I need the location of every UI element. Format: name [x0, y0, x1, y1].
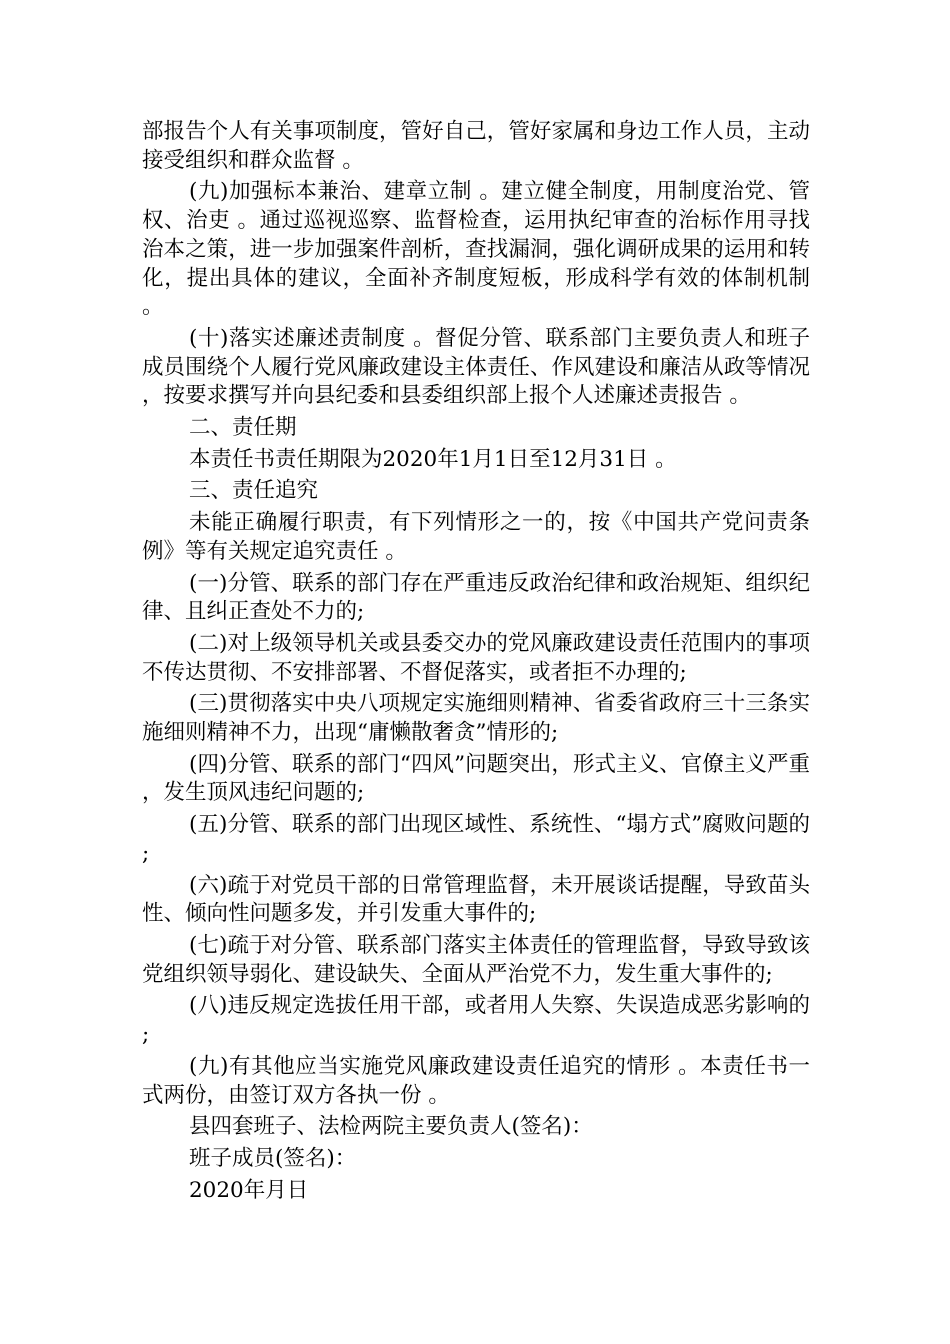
paragraph-item-9-standards: (九)加强标本兼治、建章立制 。建立健全制度，用制度治党、管权、治吏 。通过巡视巡察、监督检查，运用执纪审查的治标作用寻找治本之策，进一步加强案件剖析，查找漏洞，强化调研成果的运用和转化，提出具体的建议，全面补齐制度短板，形成科学有效的体制机制 。 [142, 179, 810, 320]
paragraph-accountability-intro: 未能正确履行职责，有下列情形之一的，按《中国共产党问责条例》等有关规定追究责任 。 [142, 510, 810, 564]
list-item-2: (二)对上级领导机关或县委交办的党风廉政建设责任范围内的事项不传达贯彻、不安排部署、不督促落实，或者拒不办理的; [142, 630, 810, 685]
list-item-1: (一)分管、联系的部门存在严重违反政治纪律和政治规矩、组织纪律、且纠正查处不力的; [142, 570, 810, 625]
paragraph-item-10-reporting: (十)落实述廉述责制度 。督促分管、联系部门主要负责人和班子成员围绕个人履行党风廉政建设主体责任、作风建设和廉洁从政等情况，按要求撰写并向县纪委和县委组织部上报个人述廉述责报告 。 [142, 325, 810, 409]
list-item-6: (六)疏于对党员干部的日常管理监督，未开展谈话提醒，导致苗头性、倾向性问题多发，并引发重大事件的; [142, 872, 810, 927]
date-line: 2020年月日 [189, 1177, 309, 1203]
signature-line-leaders: 县四套班子、法检两院主要负责人(签名)： [189, 1114, 593, 1140]
list-item-7: (七)疏于对分管、联系部门落实主体责任的管理监督，导致导致该党组织领导弱化、建设缺失、全面从严治党不力，发生重大事件的; [142, 932, 810, 987]
section-heading-accountability: 三、责任追究 [189, 478, 319, 504]
list-item-9: (九)有其他应当实施党风廉政建设责任追究的情形 。本责任书一式两份，由签订双方各执一份 。 [142, 1053, 810, 1108]
paragraph-continued-reporting: 部报告个人有关事项制度，管好自己，管好家属和身边工作人员，主动接受组织和群众监督 。 [142, 119, 810, 173]
document-body [142, 118, 810, 1208]
list-item-8: (八)违反规定选拔任用干部，或者用人失察、失误造成恶劣影响的; [142, 993, 810, 1048]
signature-line-members: 班子成员(签名)： [189, 1145, 357, 1171]
list-item-3: (三)贯彻落实中央八项规定实施细则精神、省委省政府三十三条实施细则精神不力，出现“庸懒散奢贪”情形的; [142, 691, 810, 746]
list-item-4: (四)分管、联系的部门“四风”问题突出，形式主义、官僚主义严重，发生顶风违纪问题的; [142, 751, 810, 806]
section-heading-term: 二、责任期 [189, 415, 297, 441]
list-item-5: (五)分管、联系的部门出现区域性、系统性、“塌方式”腐败问题的; [142, 812, 810, 866]
paragraph-term-period: 本责任书责任期限为2020年1月1日至12月31日 。 [189, 446, 677, 472]
